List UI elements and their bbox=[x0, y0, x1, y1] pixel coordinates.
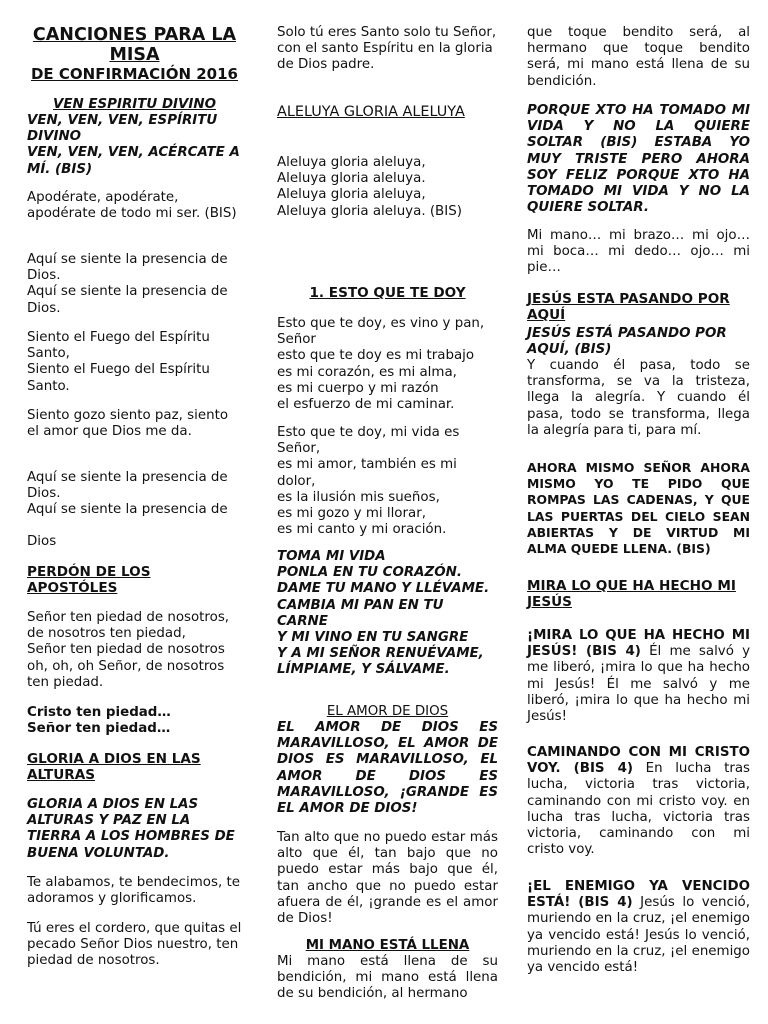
esto-que-te-doy-verse-2: Esto que te doy, mi vida es Señor, es mi amor, también es mi dolor, es la ilusión mis sueños, es mi gozo y mi llorar, es mi canto y mi oración. bbox=[277, 425, 460, 538]
ven-espiritu-verse-3: Siento el Fuego del Espíritu Santo, Siento el Fuego del Espíritu Santo. bbox=[27, 330, 210, 394]
song-title-mira-lo-que-ha-hecho: MIRA LO QUE HA HECHO MI JESÚS bbox=[527, 578, 736, 610]
mira-verse-3-lead: ¡EL ENEMIGO YA VENCIDO ESTÁ! (BIS 4) bbox=[527, 879, 750, 911]
mi-mano-verse-1: Mi mano está llena de su bendición, mi mano está llena de su bendición, al hermano bbox=[277, 954, 498, 1002]
esto-que-te-doy-chorus: TOMA MI VIDA PONLA EN TU CORAZÓN. DAME TU MANO Y LLÉVAME. CAMBIA MI PAN EN TU CARNE Y MI VINO EN TU SANGRE Y A MI SEÑOR RENUÉVAME, LÍMPIAME, Y SÁLVAME. bbox=[277, 549, 490, 678]
song-title-perdon: PERDÓN DE LOS APOSTÓLES bbox=[27, 564, 151, 596]
ven-espiritu-verse-5-end: Dios bbox=[27, 534, 57, 549]
mira-verse-3 bbox=[527, 879, 750, 976]
amor-de-dios-verse-1: Tan alto que no puedo estar más alto que él, tan bajo que no puedo estar más bajo que él, tan ancho que no puedo estar afuera de él, ¡grande es el amor de Dios! bbox=[277, 830, 498, 927]
perdon-verse-1: Señor ten piedad de nosotros, de nosotros ten piedad, Señor ten piedad de nosotros oh, oh, oh Señor, de nosotros ten piedad. bbox=[27, 610, 230, 690]
song-title-amor-de-dios: EL AMOR DE DIOS bbox=[326, 704, 449, 719]
mira-verse-2-lead: CAMINANDO CON MI CRISTO VOY. (BIS 4) bbox=[527, 745, 750, 777]
song-title-mi-mano: MI MANO ESTÁ LLENA bbox=[305, 938, 470, 953]
mira-verse-1-text: Él me salvó y me liberó, ¡mira lo que ha hecho mi Jesús! Él me salvó y me liberó, ¡mira lo que ha hecho mi Jesús! bbox=[527, 644, 750, 725]
mira-verse-1-lead: ¡MIRA LO QUE HA HECHO MI JESÚS! (BIS 4) bbox=[527, 628, 750, 660]
gloria-verse-2: Tú eres el cordero, que quitas el pecado Señor Dios nuestro, ten piedad de nosotros. bbox=[27, 921, 242, 969]
song-title-jesus-pasando: JESÚS ESTA PASANDO POR AQUÍ bbox=[527, 291, 730, 323]
song-title-esto-que-te-doy: 1. ESTO QUE TE DOY bbox=[309, 285, 466, 301]
mira-verse-3-text: Jesús lo venció, muriendo en la cruz, ¡el enemigo ya vencido está! Jesús lo venció, muriendo en la cruz, ¡el enemigo ya vencido está! bbox=[527, 895, 750, 976]
ven-espiritu-chorus: VEN, VEN, VEN, ESPÍRITU DIVINO VEN, VEN, VEN, ACÉRCATE A MÍ. (BIS) bbox=[27, 113, 240, 177]
document-title: CANCIONES PARA LA MISA bbox=[32, 25, 237, 65]
song-title-ven-espiritu: VEN ESPIRITU DIVINO bbox=[53, 97, 216, 112]
mi-mano-verse-2: Mi mano… mi brazo… mi ojo… mi boca… mi dedo… ojo… mi pie… bbox=[527, 228, 750, 276]
ven-espiritu-verse-1: Apodérate, apodérate, apodérate de todo mi ser. (BIS) bbox=[27, 190, 237, 222]
document-subtitle: DE CONFIRMACIÓN 2016 bbox=[30, 65, 238, 83]
mira-verse-2 bbox=[527, 745, 750, 858]
gloria-chorus: GLORIA A DIOS EN LAS ALTURAS Y PAZ EN LA TIERRA A LOS HOMBRES DE BUENA VOLUNTAD. bbox=[27, 797, 235, 861]
mi-mano-chorus: PORQUE XTO HA TOMADO MI VIDA Y NO LA QUIERE SOLTAR (BIS) ESTABA YO MUY TRISTE PERO AHORA SOY FELIZ PORQUE XTO HA TOMADO MI VIDA Y NO LA QUIERE SOLTAR. bbox=[527, 103, 750, 216]
ven-espiritu-verse-4: Siento gozo siento paz, siento el amor que Dios me da. bbox=[27, 408, 229, 440]
santo-text: Solo tú eres Santo solo tu Señor, con el santo Espíritu en la gloria de Dios padre. bbox=[277, 25, 497, 73]
perdon-verse-2: Cristo ten piedad… Señor ten piedad… bbox=[27, 705, 171, 737]
ven-espiritu-verse-5: Aquí se siente la presencia de Dios. Aquí se siente la presencia de bbox=[27, 470, 228, 518]
mira-verse-1 bbox=[527, 628, 750, 725]
song-title-gloria: GLORIA A DIOS EN LAS ALTURAS bbox=[27, 751, 201, 783]
esto-que-te-doy-verse-1: Esto que te doy, es vino y pan, Señor esto que te doy es mi trabajo es mi corazón, es mi alma, es mi cuerpo y mi razón el esfuerzo de mi caminar. bbox=[277, 316, 485, 413]
jesus-pasando-verse-1: Y cuando él pasa, todo se transforma, se va la tristeza, llega la alegría. Y cuando él pasa, todo se transforma, llega la alegría para ti, para mí. bbox=[527, 358, 750, 438]
jesus-pasando-verse-2: AHORA MISMO SEÑOR AHORA MISMO YO TE PIDO QUE ROMPAS LAS CADENAS, Y QUE LAS PUERTAS DEL CIELO SEAN ABIERTAS Y DE VIRTUD MI ALMA QUEDE LLENA. (BIS) bbox=[527, 460, 750, 557]
gloria-verse-1: Te alabamos, te bendecimos, te adoramos y glorificamos. bbox=[27, 875, 240, 907]
ven-espiritu-verse-2: Aquí se siente la presencia de Dios. Aquí se siente la presencia de Dios. bbox=[27, 252, 228, 316]
mira-verse-2-text: En lucha tras lucha, victoria tras victoria, caminando con mi cristo voy. en lucha tras lucha, victoria tras victoria, caminando con mi cristo voy. bbox=[527, 761, 751, 858]
aleluya-text: Aleluya gloria aleluya, Aleluya gloria aleluya. Aleluya gloria aleluya, Aleluya gloria aleluya. (BIS) bbox=[277, 155, 462, 219]
mi-mano-verse-1-continued: que toque bendito será, al hermano que toque bendito será, mi mano está llena de su bendición. bbox=[527, 25, 750, 89]
song-title-aleluya: ALELUYA GLORIA ALELUYA bbox=[277, 104, 465, 120]
amor-de-dios-chorus: EL AMOR DE DIOS ES MARAVILLOSO, EL AMOR DE DIOS ES MARAVILLOSO, EL AMOR DE DIOS ES MARAVILLOSO, ¡GRANDE ES EL AMOR DE DIOS! bbox=[277, 720, 498, 817]
jesus-pasando-chorus: JESÚS ESTÁ PASANDO POR AQUÍ, (BIS) bbox=[527, 326, 727, 358]
